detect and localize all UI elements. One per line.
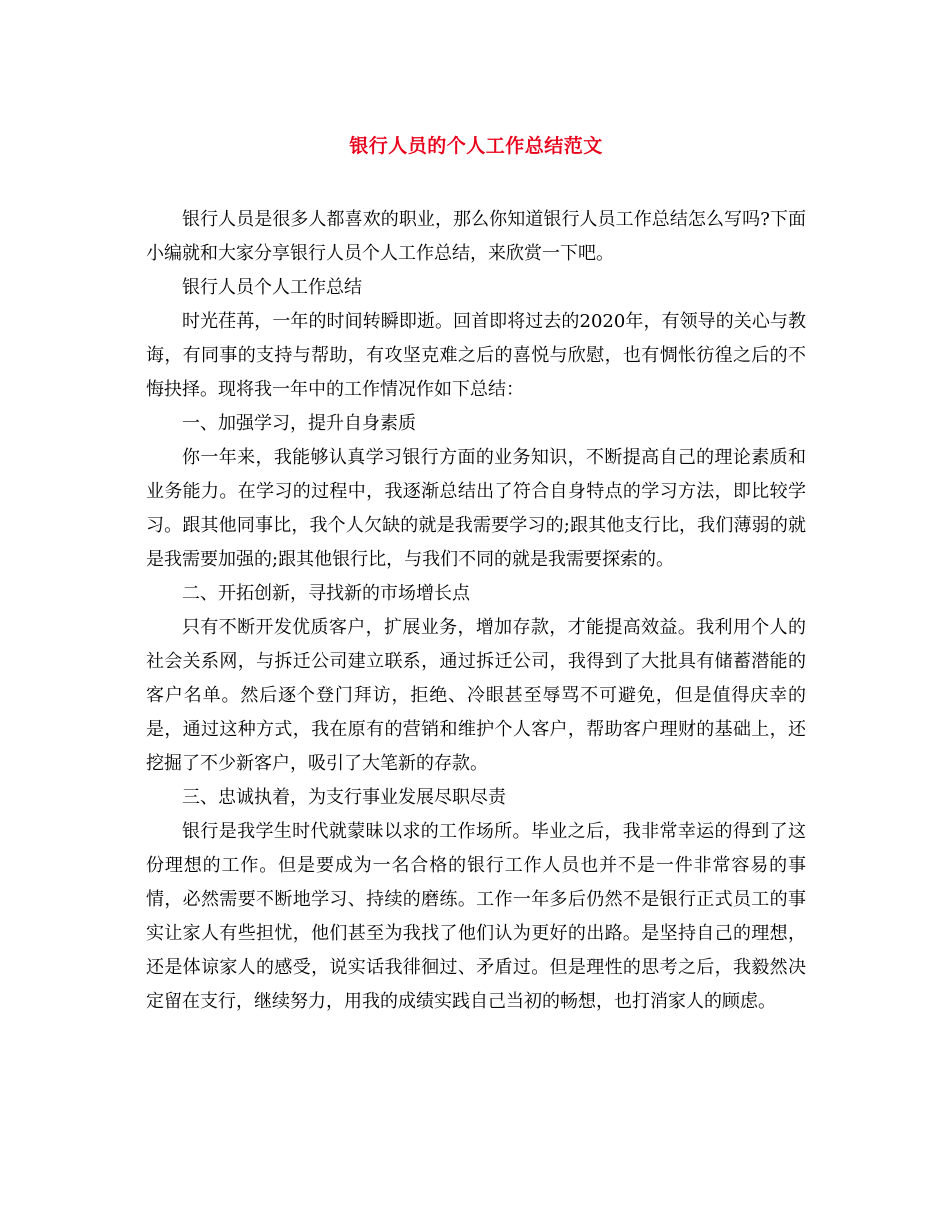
opening-paragraph: 时光荏苒，一年的时间转瞬即逝。回首即将过去的2020年，有领导的关心与教诲，有同事的支持与帮助，有攻坚克难之后的喜悦与欣慰，也有惆怅彷徨之后的不悔抉择。现将我一年中的工作情况作如下总结： <box>146 311 806 400</box>
section-heading-1: 一、加强学习，提升自身素质 <box>182 413 416 434</box>
section-3-paragraph: 银行是我学生时代就蒙昧以求的工作场所。毕业之后，我非常幸运的得到了这份理想的工作。但是要成为一名合格的银行工作人员也并不是一件非常容易的事情，必然需要不断地学习、持续的磨练。工作一年多后仍然不是银行正式员工的事实让家人有些担忧，他们甚至为我找了他们认为更好的出路。是坚持自己的理想，还是体谅家人的感受，说实话我徘徊过、矛盾过。但是理性的思考之后，我毅然决定留在支行，继续努力，用我的成绩实践自己当初的畅想，也打消家人的顾虑。 <box>146 821 806 1012</box>
section-heading-3: 三、忠诚执着，为支行事业发展尽职尽责 <box>182 787 506 808</box>
document-title: 银行人员的个人工作总结范文 <box>349 135 603 157</box>
section-2-paragraph: 只有不断开发优质客户，扩展业务，增加存款，才能提高效益。我利用个人的社会关系网，与拆迁公司建立联系，通过拆迁公司，我得到了大批具有储蓄潜能的客户名单。然后逐个登门拜访，拒绝、冷眼甚至辱骂不可避免，但是值得庆幸的是，通过这种方式，我在原有的营销和维护个人客户，帮助客户理财的基础上，还挖掘了不少新客户，吸引了大笔新的存款。 <box>146 617 806 774</box>
intro-paragraph: 银行人员是很多人都喜欢的职业，那么你知道银行人员工作总结怎么写吗?下面小编就和大家分享银行人员个人工作总结，来欣赏一下吧。 <box>146 209 806 264</box>
section-1-paragraph: 你一年来，我能够认真学习银行方面的业务知识，不断提高自己的理论素质和业务能力。在学习的过程中，我逐渐总结出了符合自身特点的学习方法，即比较学习。跟其他同事比，我个人欠缺的就是我需要学习的;跟其他支行比，我们薄弱的就是我需要加强的;跟其他银行比，与我们不同的就是我需要探索的。 <box>146 447 806 570</box>
section-subtitle: 银行人员个人工作总结 <box>182 277 362 298</box>
section-heading-2: 二、开拓创新，寻找新的市场增长点 <box>182 583 470 604</box>
document-page <box>146 124 806 1019</box>
